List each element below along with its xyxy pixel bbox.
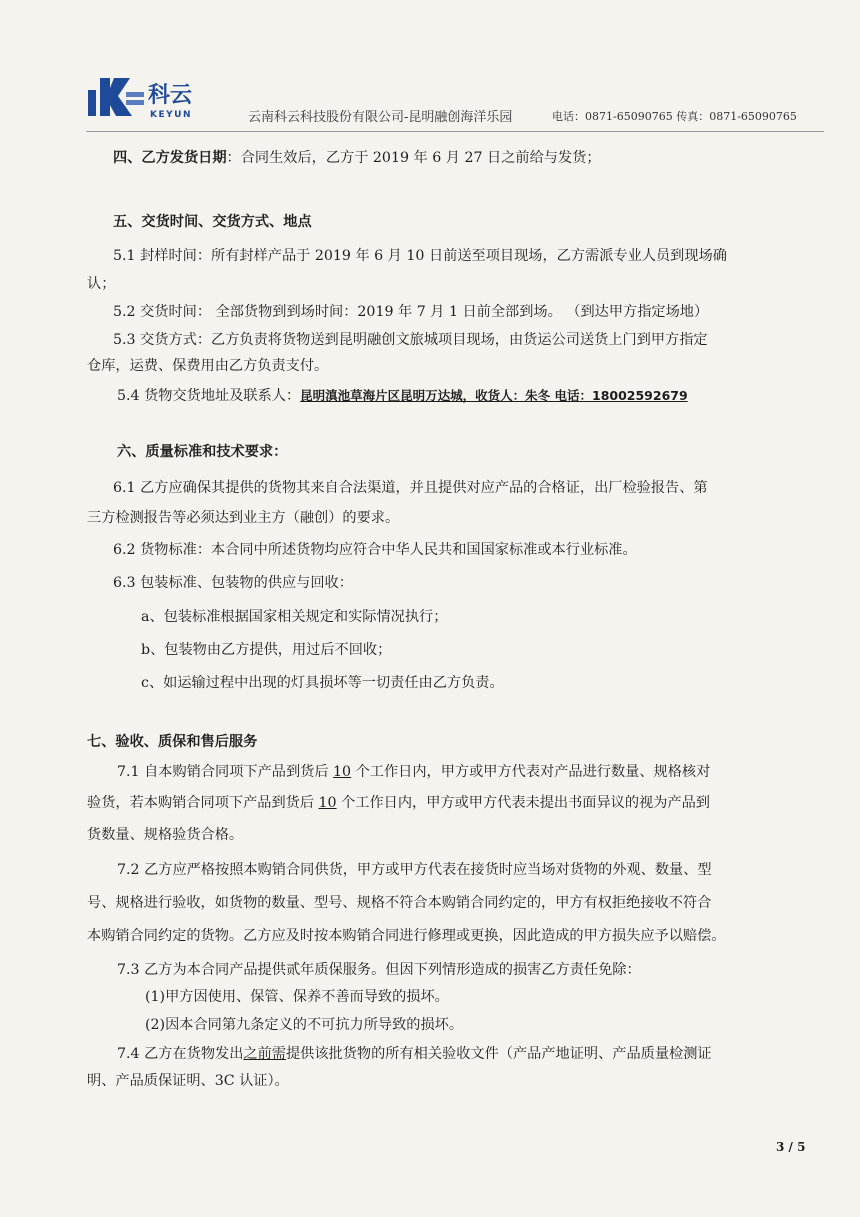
section-4-title: 四、乙方发货日期 xyxy=(113,150,227,166)
section-7-1-line-1 xyxy=(117,762,710,782)
section-7-1-text-c: 验货，若本购销合同项下产品到货后 xyxy=(87,795,319,811)
section-6-3-a: a、包装标准根据国家相关规定和实际情况执行； xyxy=(141,609,448,625)
section-4 xyxy=(113,148,601,168)
header-divider xyxy=(86,131,824,132)
section-6-3: 6.3 包装标准、包装物的供应与回收： xyxy=(113,575,353,591)
section-5-4-label: 5.4 货物交货地址及联系人： xyxy=(117,388,301,404)
page-number: 3 / 5 xyxy=(776,1140,806,1154)
section-7-4-text-b: 提供该批货物的所有相关验收文件（产品产地证明、产品质量检测证 xyxy=(285,1046,712,1062)
section-7-3: 7.3 乙方为本合同产品提供贰年质保服务。但因下列情形造成的损害乙方责任免除： xyxy=(117,962,641,978)
section-6-1-line-2: 三方检测报告等必须达到业主方（融创）的要求。 xyxy=(87,510,400,526)
section-4-text: ：合同生效后，乙方于 2019 年 6 月 27 日之前给与发货； xyxy=(226,150,601,166)
section-6-3-b: b、包装物由乙方提供，用过后不回收； xyxy=(141,642,392,658)
section-7-3-item-1: (1)甲方因使用、保管、保养不善而导致的损坏。 xyxy=(145,989,449,1005)
section-7-4-text-a: 7.4 乙方在货物发出 xyxy=(117,1046,244,1062)
section-7-1-text-d: 个工作日内，甲方或甲方代表未提出书面异议的视为产品到 xyxy=(336,795,710,811)
section-5-1-line-1: 5.1 封样时间：所有封样产品于 2019 年 6 月 10 日前送至项目现场，乙方需派专业人员到现场确 xyxy=(113,248,727,264)
section-7-2-line-2: 号、规格进行验收，如货物的数量、型号、规格不符合本购销合同约定的，甲方有权拒绝接收不符合 xyxy=(87,895,712,911)
keyun-logo xyxy=(86,72,236,122)
section-5-2: 5.2 交货时间： 全部货物到到场时间：2019 年 7 月 1 日前全部到场。 （到达甲方指定场地） xyxy=(113,304,709,320)
section-7-3-item-2: (2)因本合同第九条定义的不可抗力所导致的损坏。 xyxy=(145,1017,464,1033)
logo-en-text: KEYUN xyxy=(150,110,192,120)
section-6-1-line-1: 6.1 乙方应确保其提供的货物其来自合法渠道，并且提供对应产品的合格证，出厂检验报告、第 xyxy=(113,480,708,496)
section-5-3-line-2: 仓库，运费、保费用由乙方负责支付。 xyxy=(87,358,329,374)
section-7-2-line-3: 本购销合同约定的货物。乙方应及时按本购销合同进行修理或更换，因此造成的甲方损失应予以赔偿。 xyxy=(87,928,726,944)
section-5-1-line-2: 认； xyxy=(87,276,116,292)
section-7-4-underlined: 之前需 xyxy=(243,1046,286,1062)
section-7-1-text-b: 个工作日内，甲方或甲方代表对产品进行数量、规格核对 xyxy=(351,764,711,780)
letterhead xyxy=(86,66,826,128)
section-5-4 xyxy=(117,386,688,406)
inspection-days-1: 10 xyxy=(333,764,352,780)
section-7-2-line-1: 7.2 乙方应严格按照本购销合同供货，甲方或甲方代表在接货时应当场对货物的外观、数量、型 xyxy=(117,862,712,878)
section-5-3-line-1: 5.3 交货方式：乙方负责将货物送到昆明融创文旅城项目现场，由货运公司送货上门到甲方指定 xyxy=(113,332,708,348)
logo-cn-text: 科云 xyxy=(148,83,193,108)
section-7-1-text-a: 7.1 自本购销合同项下产品到货后 xyxy=(117,764,334,780)
inspection-days-2: 10 xyxy=(318,795,337,811)
section-5-title: 五、交货时间、交货方式、地点 xyxy=(113,214,312,230)
company-name: 云南科云科技股份有限公司-昆明融创海洋乐园 xyxy=(248,110,513,125)
section-6-3-c: c、如运输过程中出现的灯具损坏等一切责任由乙方负责。 xyxy=(141,675,504,691)
section-7-4-line-1 xyxy=(117,1044,712,1064)
section-7-title: 七、验收、质保和售后服务 xyxy=(87,734,258,750)
contact-info: 电话：0871-65090765 传真：0871-65090765 xyxy=(552,110,797,123)
section-6-2: 6.2 货物标准：本合同中所述货物均应符合中华人民共和国国家标准或本行业标准。 xyxy=(113,542,637,558)
section-6-title: 六、质量标准和技术要求： xyxy=(117,444,288,460)
section-7-1-line-2 xyxy=(87,793,710,813)
delivery-address: 昆明滇池草海片区昆明万达城，收货人：朱冬 电话：18002592679 xyxy=(300,388,688,403)
section-7-4-line-2: 明、产品质保证明、3C 认证）。 xyxy=(87,1073,289,1089)
section-7-1-line-3: 货数量、规格验货合格。 xyxy=(87,827,244,843)
